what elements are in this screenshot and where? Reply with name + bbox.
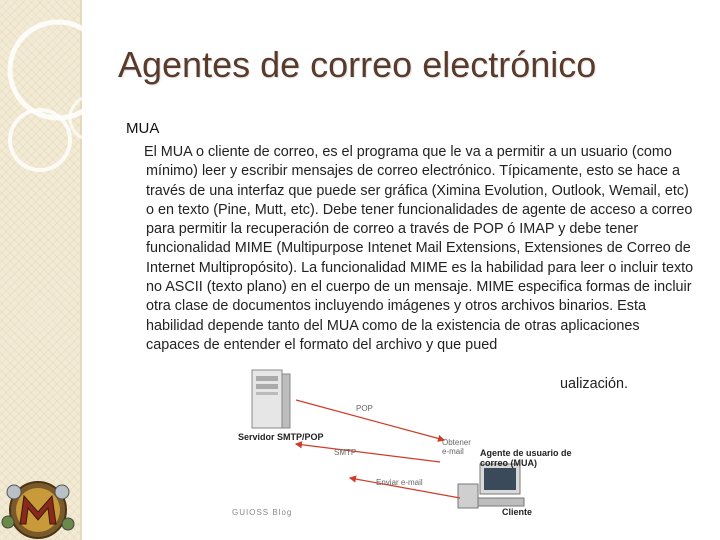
letter-m-emblem-icon xyxy=(0,476,80,540)
obtener-label: Obtener e-mail xyxy=(442,438,471,456)
body-text-tail: ualización. xyxy=(560,376,628,392)
pop-label: POP xyxy=(356,404,373,413)
client-label: Cliente xyxy=(502,507,533,517)
server-icon xyxy=(252,370,290,428)
section-heading: MUA xyxy=(126,120,160,137)
smtp-arrow xyxy=(296,444,440,462)
mua-diagram xyxy=(230,360,572,520)
client-computer-icon xyxy=(458,464,524,508)
slide-title: Agentes de correo electrónico xyxy=(118,44,597,85)
diagram-caption: GUIOSS Blog xyxy=(232,508,293,517)
body-paragraph: El MUA o cliente de correo, es el programa que le va a permitir a un usuario (como mínimo) leer y escribir mensajes de correo electrónico. Típicamente, esto se hace a través de una interfaz que puede ser gráfica (Ximina Evolution, Outlook, Wemail, etc) o en texto (Pine, Mutt, etc). Debe tener funcionalidades de agente de acceso a correo para permitir la recuperación de correo a través de POP ó IMAP y debe tener funcionalidad MIME (Multipurpose Intenet Mail Extensions, Extensiones de Correo de Internet Multipropósito). La funcionalidad MIME es la habilidad para leer o incluir texto no ASCII (texto plano) en el cuerpo de un mensaje. MIME especifica formas de incluir otra clase de documentos incluyendo imágenes y otros archivos binarios. Esta habilidad depende tanto del MUA como de la existencia de otras aplicaciones capaces de entender el formato del archivo y que pued xyxy=(144,144,694,353)
mua-label: Agente de usuario de correo (MUA) xyxy=(480,448,572,468)
server-label: Servidor SMTP/POP xyxy=(238,432,324,442)
smtp-label: SMTP xyxy=(334,448,357,457)
decorative-circles xyxy=(0,0,150,200)
enviar-label: Enviar e-mail xyxy=(376,478,423,487)
